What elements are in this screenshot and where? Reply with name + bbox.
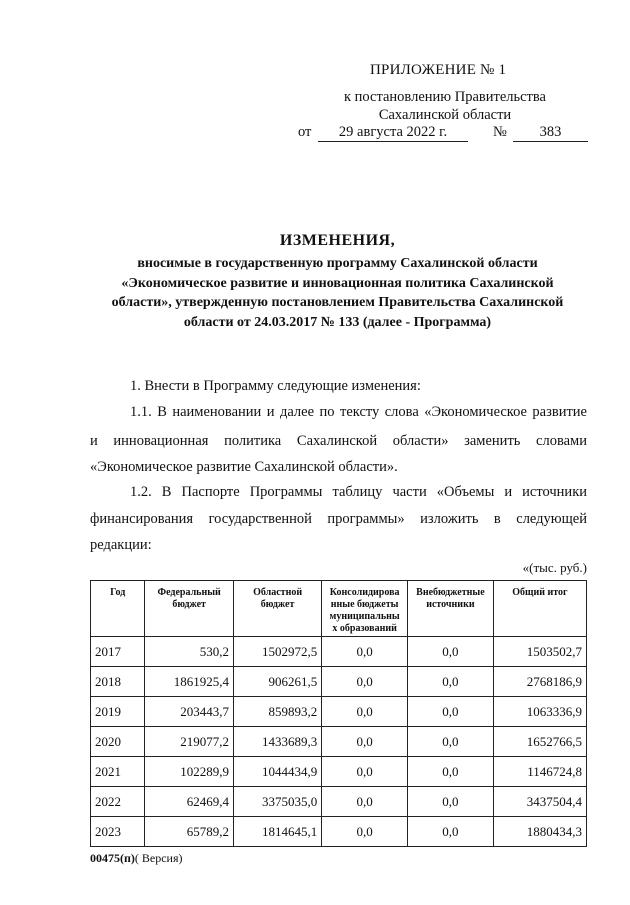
cell-regional: 1433689,3: [233, 727, 321, 757]
table-row: [91, 727, 587, 757]
paragraph-1-1-line-3: «Экономическое развитие Сахалинской области».: [90, 459, 398, 475]
date-prefix: от: [298, 124, 312, 140]
cell-year: 2020: [91, 727, 145, 757]
title-line-2: «Экономическое развитие и инновационная политика Сахалинской: [121, 275, 554, 291]
financing-table: [90, 580, 587, 847]
paragraph-1-1-line-1: 1.1. В наименовании и далее по тексту слова «Экономическое развитие: [130, 404, 587, 420]
cell-municipal: 0,0: [322, 637, 408, 667]
paragraph-1-2-line-1: 1.2. В Паспорте Программы таблицу части «Объемы и источники: [130, 484, 587, 500]
table-row: [91, 787, 587, 817]
cell-federal: 1861925,4: [145, 667, 234, 697]
header-extrabudget: Внебюджетные источники: [408, 581, 494, 637]
resolution-line-1: к постановлению Правительства: [344, 89, 546, 105]
resolution-date-row: [298, 124, 590, 144]
number-sign: №: [493, 124, 507, 140]
cell-municipal: 0,0: [322, 667, 408, 697]
cell-extrabudget: 0,0: [408, 817, 494, 847]
cell-total: 1063336,9: [493, 697, 586, 727]
appendix-label: ПРИЛОЖЕНИЕ № 1: [370, 62, 507, 78]
cell-year: 2017: [91, 637, 145, 667]
table-unit-label: «(тыс. руб.): [522, 560, 587, 575]
header-municipal: Консолидирова нные бюджеты муниципальны х образований: [322, 581, 408, 637]
title-line-4: области от 24.03.2017 № 133 (далее - Программа): [183, 314, 492, 330]
paragraph-1-2-line-3: редакции:: [90, 537, 152, 553]
cell-federal: 62469,4: [145, 787, 234, 817]
cell-municipal: 0,0: [322, 787, 408, 817]
header-federal: Федеральный бюджет: [145, 581, 234, 637]
cell-extrabudget: 0,0: [408, 637, 494, 667]
cell-total: 1503502,7: [493, 637, 586, 667]
cell-regional: 1044434,9: [233, 757, 321, 787]
cell-regional: 1814645,1: [233, 817, 321, 847]
document-title: [85, 232, 590, 332]
cell-federal: 102289,9: [145, 757, 234, 787]
header-regional: Областной бюджет: [233, 581, 321, 637]
cell-municipal: 0,0: [322, 757, 408, 787]
table-row: [91, 757, 587, 787]
document-footer: [90, 851, 183, 866]
cell-regional: 3375035,0: [233, 787, 321, 817]
paragraph-1-1-line-2: и инновационная политика Сахалинской области» заменить словами: [90, 433, 587, 449]
cell-total: 3437504,4: [493, 787, 586, 817]
footer-suffix: ( Версия): [134, 851, 183, 865]
cell-total: 1880434,3: [493, 817, 586, 847]
cell-regional: 906261,5: [233, 667, 321, 697]
cell-extrabudget: 0,0: [408, 787, 494, 817]
footer-code: 00475(п): [90, 851, 135, 865]
cell-federal: 530,2: [145, 637, 234, 667]
cell-year: 2019: [91, 697, 145, 727]
cell-regional: 1502972,5: [233, 637, 321, 667]
cell-extrabudget: 0,0: [408, 697, 494, 727]
table-row: [91, 637, 587, 667]
table-row: [91, 817, 587, 847]
table-row: [91, 697, 587, 727]
cell-regional: 859893,2: [233, 697, 321, 727]
resolution-line-2: Сахалинской области: [378, 107, 512, 123]
header-year: Год: [91, 581, 145, 637]
paragraph-1: 1. Внести в Программу следующие изменения:: [130, 378, 421, 394]
cell-total: 2768186,9: [493, 667, 586, 697]
cell-municipal: 0,0: [322, 817, 408, 847]
cell-year: 2021: [91, 757, 145, 787]
title-line-3: области», утвержденную постановлением Правительства Сахалинской: [111, 295, 564, 310]
cell-year: 2023: [91, 817, 145, 847]
cell-total: 1652766,5: [493, 727, 586, 757]
cell-municipal: 0,0: [322, 727, 408, 757]
cell-year: 2022: [91, 787, 145, 817]
table-row: [91, 667, 587, 697]
resolution-date: 29 августа 2022 г.: [318, 124, 468, 142]
resolution-number: 383: [513, 124, 588, 142]
cell-federal: 203443,7: [145, 697, 234, 727]
paragraph-1-2-line-2: финансирования государственной программы» изложить в следующей: [90, 511, 587, 527]
cell-total: 1146724,8: [493, 757, 586, 787]
title-heading: ИЗМЕНЕНИЯ,: [279, 232, 396, 249]
title-line-1: вносимые в государственную программу Сахалинской области: [137, 256, 538, 271]
cell-federal: 219077,2: [145, 727, 234, 757]
cell-extrabudget: 0,0: [408, 667, 494, 697]
cell-year: 2018: [91, 667, 145, 697]
cell-extrabudget: 0,0: [408, 727, 494, 757]
cell-extrabudget: 0,0: [408, 757, 494, 787]
cell-municipal: 0,0: [322, 697, 408, 727]
table-header-row: [91, 581, 587, 637]
header-total: Общий итог: [493, 581, 586, 637]
cell-federal: 65789,2: [145, 817, 234, 847]
